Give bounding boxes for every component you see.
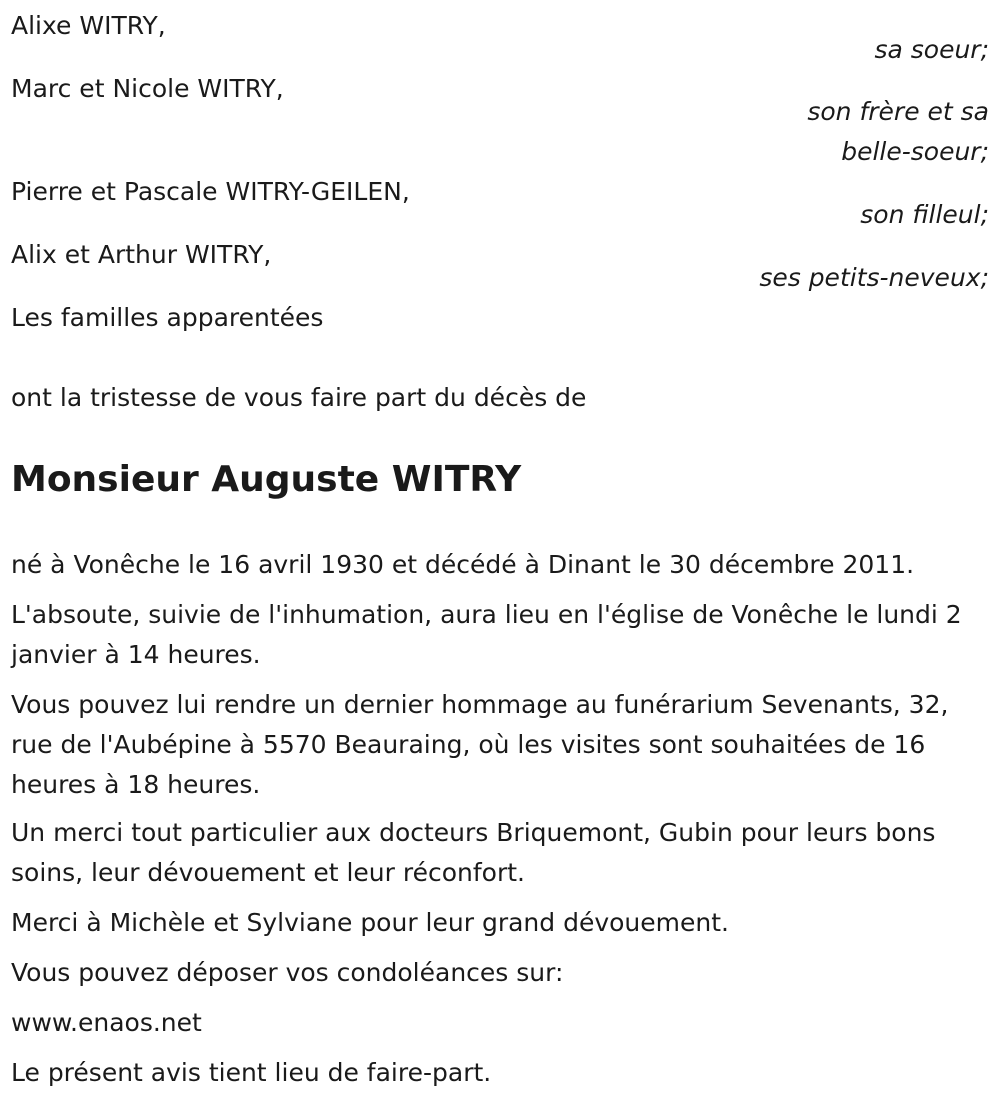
family-member-name: Marc et Nicole WITRY, [11, 74, 284, 103]
family-member-relation: belle-soeur; [841, 137, 989, 166]
funeral-paragraph: L'absoute, suivie de l'inhumation, aura lieu en l'église de Vonêche le lundi 2 janvier à 14 heures. [11, 600, 962, 669]
family-member-relation: son filleul; [860, 200, 989, 229]
family-member-name: Les familles apparentées [11, 303, 324, 332]
deceased-name: Monsieur Auguste WITRY [11, 459, 522, 500]
family-member-relation: sa soeur; [874, 35, 989, 64]
closing-paragraph: Le présent avis tient lieu de faire-part. [11, 1058, 492, 1087]
thanks-carers-paragraph: Merci à Michèle et Sylviane pour leur grand dévouement. [11, 908, 729, 937]
family-member-relation: ses petits-neveux; [759, 263, 989, 292]
announcement-text: ont la tristesse de vous faire part du décès de [11, 383, 587, 412]
family-member-name: Alix et Arthur WITRY, [11, 240, 272, 269]
family-member-name: Pierre et Pascale WITRY-GEILEN, [11, 177, 410, 206]
birth-death-paragraph: né à Vonêche le 16 avril 1930 et décédé à Dinant le 30 décembre 2011. [11, 550, 915, 579]
visitation-paragraph: Vous pouvez lui rendre un dernier hommage au funérarium Sevenants, 32, rue de l'Aubépine à 5570 Beauraing, où les visites sont souhaitées de 16 heures à 18 heures. [11, 690, 949, 799]
family-member-name: Alixe WITRY, [11, 11, 166, 40]
condolences-paragraph: Vous pouvez déposer vos condoléances sur: [11, 958, 564, 987]
family-member-relation: son frère et sa [807, 97, 989, 126]
thanks-doctors-paragraph: Un merci tout particulier aux docteurs Briquemont, Gubin pour leurs bons soins, leur dévouement et leur réconfort. [11, 818, 936, 887]
condolences-link[interactable]: www.enaos.net [11, 1008, 202, 1037]
